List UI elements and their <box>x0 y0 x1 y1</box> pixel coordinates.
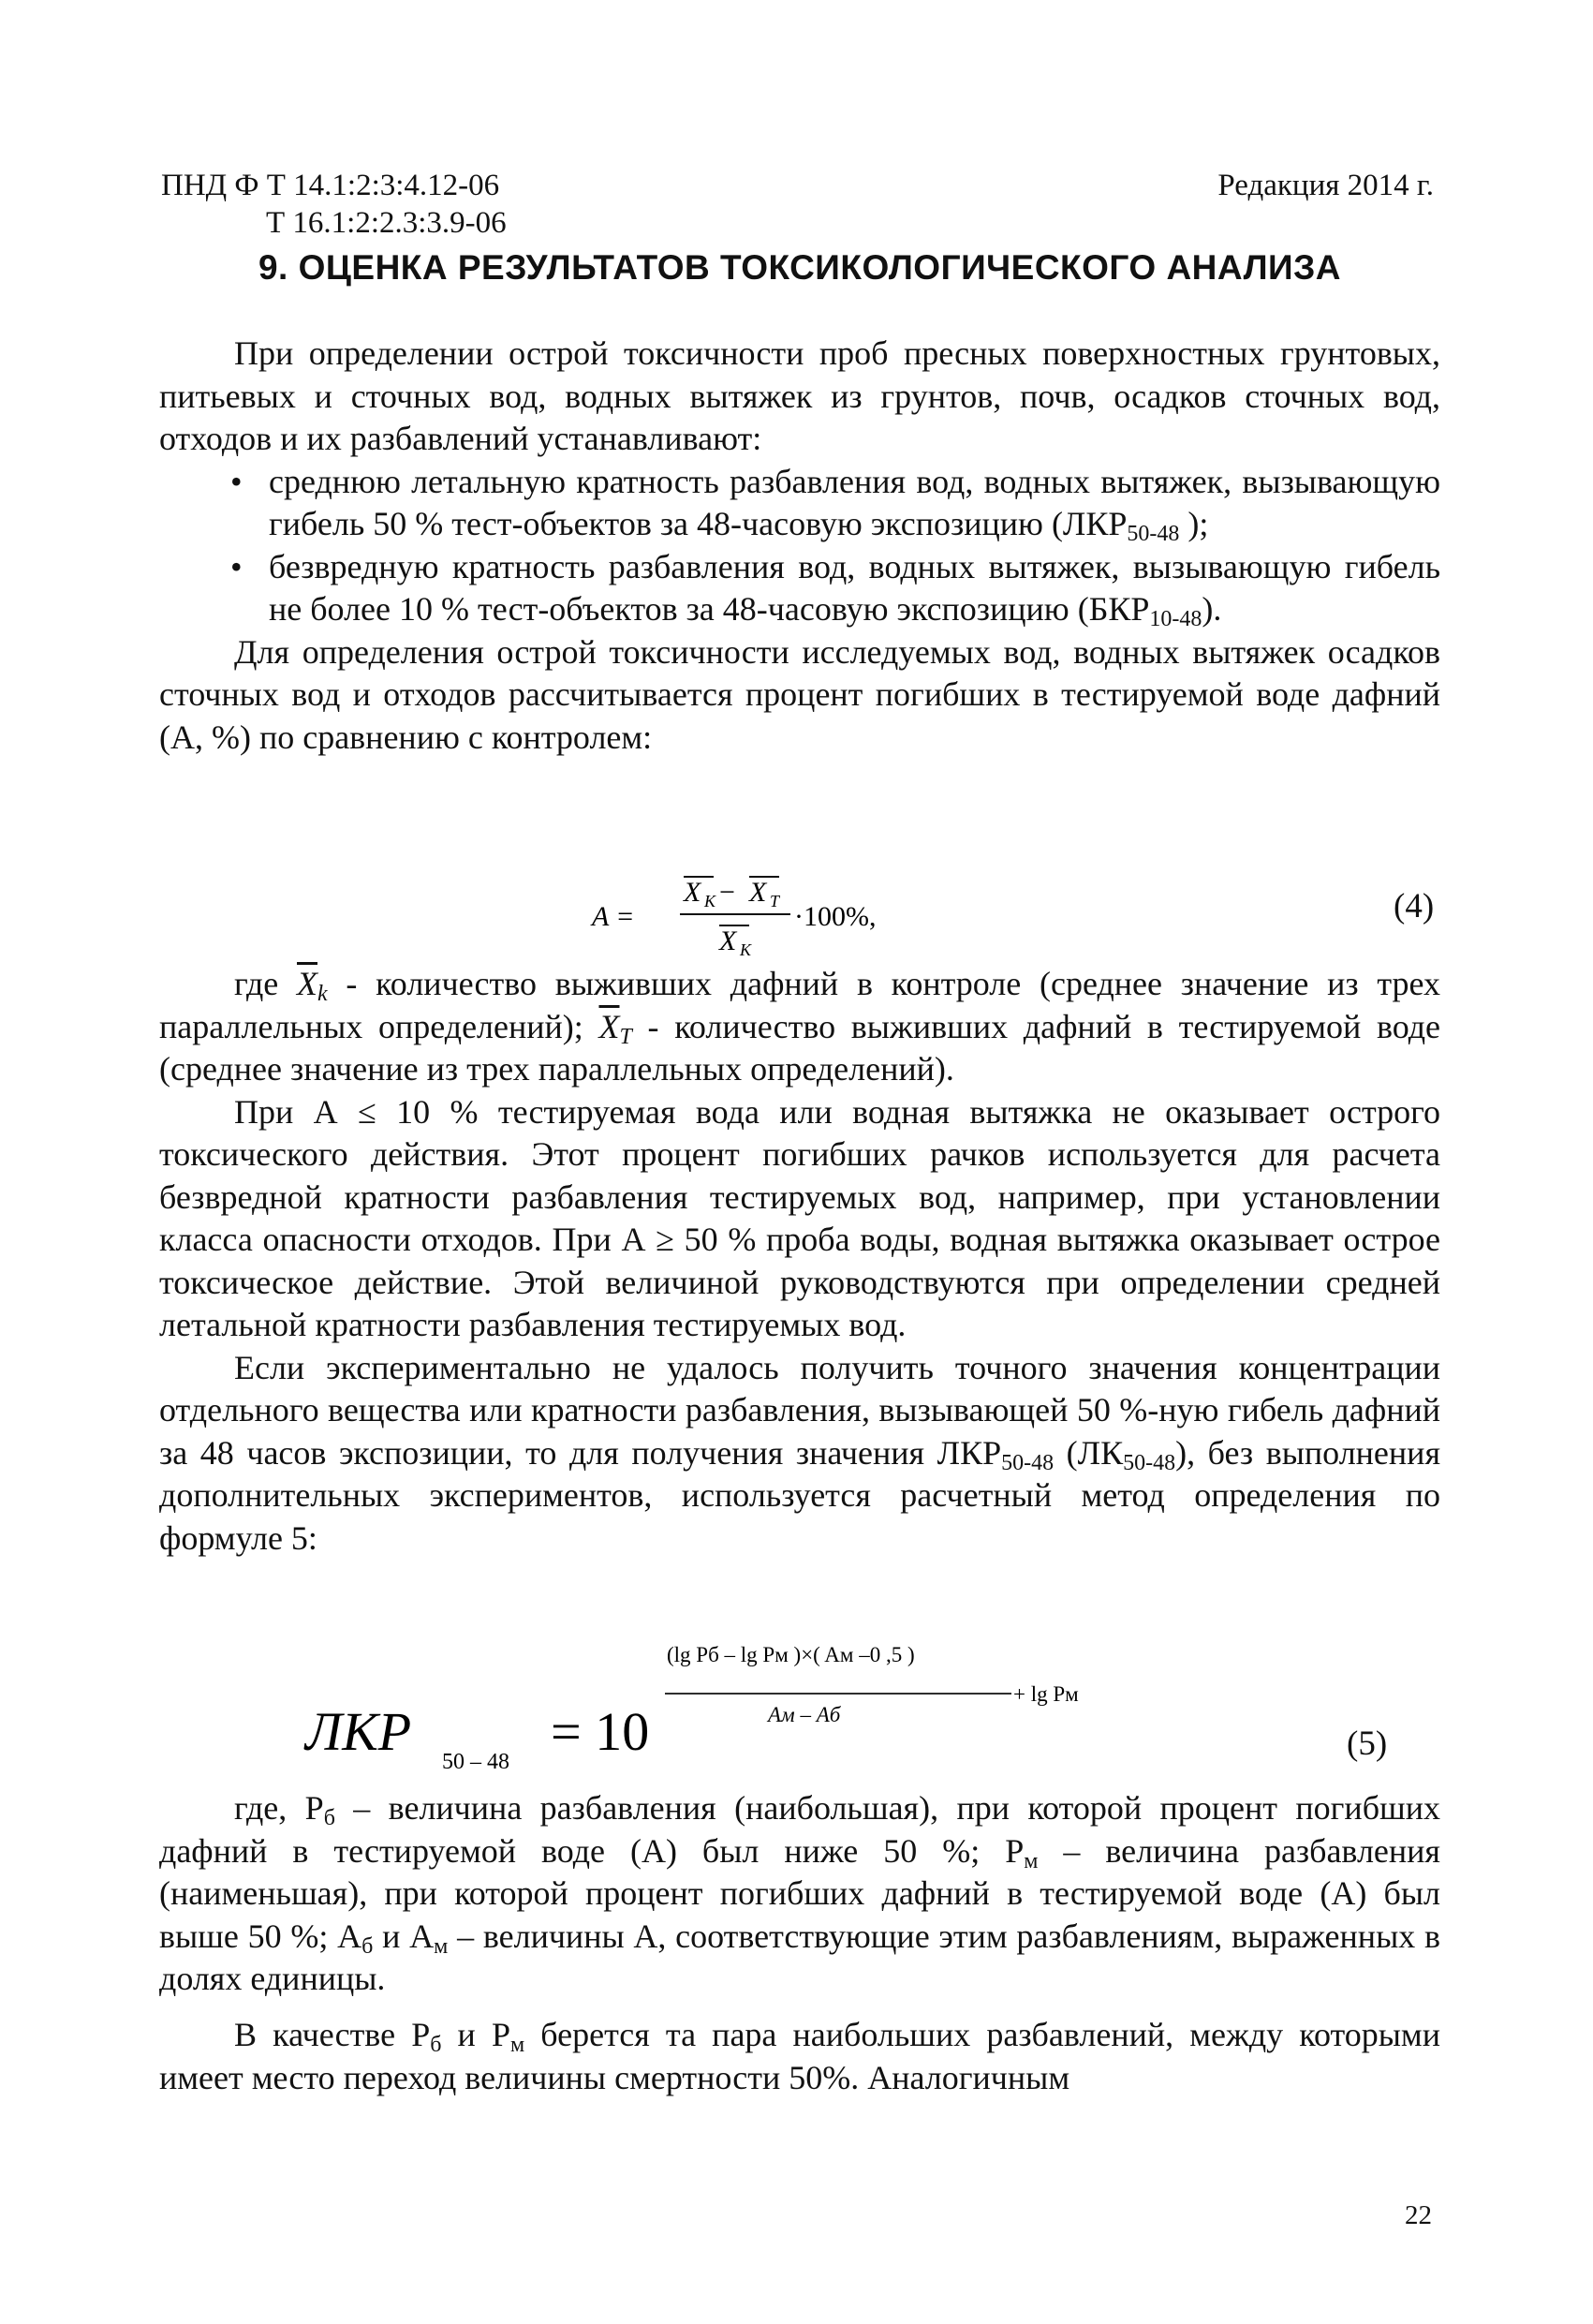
bullet-text: безвредную кратность разбавления вод, водных вытяжек, вызывающую гибель не более 10 % тест-объектов за 48-часовую экспозицию <box>269 547 1440 628</box>
bullet-icon: • <box>230 547 243 585</box>
paragraph-b: При А ≤ 10 % тестируемая вода или водная вытяжка не оказывает острого токсического действия. Этот процент погибших рачков используется для расчета безвредной кратности разбавления тестируемых вод, например, при установлении класса опасности отходов. При А ≥ 50 % проба воды, водная вытяжка оказывает острое токсическое действие. Этой величиной руководствуются при определении средней летальной кратности разбавления тестируемых вод. <box>159 1092 1440 1343</box>
bullet-list <box>159 461 1440 631</box>
paragraph-c: Если экспериментально не удалось получить точного значения концентрации отдельного вещества или кратности разбавления, вызывающей 50 %-ную гибель дафний за 48 часов экспозиции, то для получения значения $ЛКР_{50-48}$ $(ЛК_{50-48})$, без выполнения дополнительных экспериментов, используется расчетный метод определения по формуле 5: <box>159 1348 1441 1557</box>
formula-5-lhs: ЛКР <box>305 1701 412 1762</box>
formula-4-lhs: A = <box>592 901 635 932</box>
equation-number-4: (4) <box>1394 887 1435 925</box>
doc-code-2: Т 16.1:2:2.3:3.9-06 <box>266 206 507 240</box>
text-block-2 <box>159 963 1440 1560</box>
formula-4-num-b: X <box>749 877 767 908</box>
paragraph-a: Для определения острой токсичности исследуемых вод, водных вытяжек осадков сточных вод и отходов рассчитывается процент погибших в тестируемой воде дафний (А, %) по сравнению с контролем: <box>159 632 1440 756</box>
formula-5-exp-num: (lg Pб – lg Pм )×( Aм –0 ,5 ) <box>667 1643 915 1666</box>
svg-text:T: T <box>770 892 780 910</box>
formula-4-den: X <box>719 925 737 956</box>
xk-symbol: $\overline{X}$ <box>297 965 318 1002</box>
svg-text:K: K <box>740 940 752 959</box>
text-block-4 <box>159 2014 1440 2099</box>
doc-code-1: ПНД Ф Т 14.1:2:3:4.12-06 <box>161 169 500 202</box>
bullet-abbr: ($ЛКР_{50-48}$ ); <box>1051 505 1209 546</box>
formula-5-eq: = 10 <box>551 1701 650 1762</box>
paragraph-e: В качестве $Р_б$ и $Р_м$ берется та пара наибольших разбавлений, между которыми имеет место переход величины смертности 50%. Аналогичным <box>159 2016 1440 2096</box>
bullet-text: среднюю летальную кратность разбавления вод, водных вытяжек, вызывающую гибель 50 % тест-объектов за 48-часовую экспозицию <box>269 462 1440 542</box>
where-definitions: где $\overline{X}_k$ - количество выживших дафний в контроле (среднее значение из трех параллельных определений); $\overline{X}_T$ - количество выживших дафний в тестируемой воде (среднее значение из трех параллельных определений). <box>159 965 1440 1088</box>
edition-label: Редакция 2014 г. <box>1217 169 1434 202</box>
text-block-3 <box>159 1787 1440 2001</box>
svg-text:K: K <box>704 892 716 910</box>
page-number: 22 <box>1405 2200 1432 2230</box>
bullet-item <box>159 546 1440 631</box>
equation-number-5: (5) <box>1347 1724 1388 1763</box>
bullet-icon: • <box>230 462 243 500</box>
bullet-abbr: $(БКР_{10-48})$. <box>1077 590 1222 631</box>
svg-text:50 – 48: 50 – 48 <box>442 1750 509 1774</box>
bullet-item <box>159 461 1440 546</box>
formula-5-exp-den: Aм – Aб <box>768 1703 841 1726</box>
formula-4 <box>581 860 974 963</box>
text-block-1 <box>159 333 1440 759</box>
intro-paragraph: При определении острой токсичности проб пресных поверхностных грунтовых, питьевых и сточных вод, водных вытяжек из грунтов, почв, осадков сточных вод, отходов и их разбавлений устанавливают: <box>159 334 1440 457</box>
formula-5-exp-tail: + lg Pм <box>1013 1682 1079 1706</box>
formula-4-num-a: X <box>684 877 701 908</box>
svg-text:−: − <box>719 877 735 908</box>
document-codes <box>161 167 507 242</box>
section-title: 9. ОЦЕНКА РЕЗУЛЬТАТОВ ТОКСИКОЛОГИЧЕСКОГО АНАЛИЗА <box>258 248 1342 287</box>
paragraph-d: где, $Р_б$ – величина разбавления (наибольшая), при которой процент погибших дафний в тестируемой воде (А) был ниже 50 %; $Р_м$ – величина разбавления (наименьшая), при которой процент погибших дафний в тестируемой воде (А) был выше 50 %; $А_б$ и $А_м$ – величины А, соответствующие этим разбавлениям, выраженных в долях единицы. <box>159 1789 1441 1997</box>
formula-4-tail: ·100%, <box>794 901 877 932</box>
formula-5 <box>300 1630 1143 1780</box>
xt-symbol: $\overline{X}$ <box>598 1007 620 1045</box>
